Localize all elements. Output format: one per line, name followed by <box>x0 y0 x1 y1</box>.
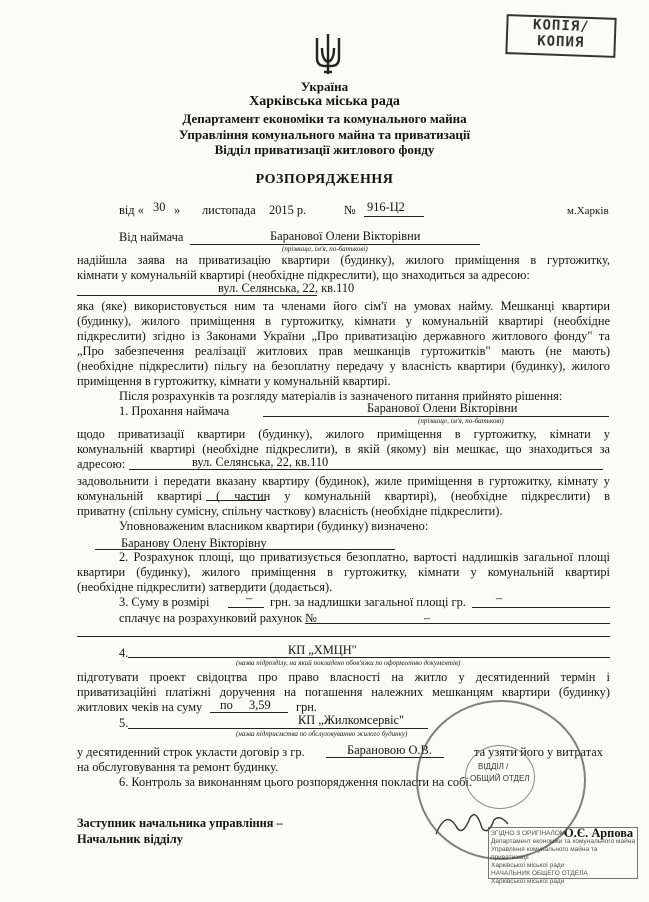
para2-line2: (будинку), жилого приміщення в гуртожитку, кімнати у комунальній квартирі (необхідне <box>77 314 610 328</box>
seal-center2: ОБЩИЙ ОТДЕЛ <box>470 774 530 783</box>
item3-dash2: – <box>496 591 503 605</box>
para2-line4: „Про забезпечення реалізації житлових прав мешканців гуртожитків" мають (не мають) <box>77 344 610 358</box>
header-division: Відділ приватизації житлового фонду <box>214 142 435 157</box>
decision-intro: Після розрахунків та розгляду матеріалів із зазначеного питання прийнято рішення: <box>119 389 563 403</box>
signature-name: О.Є. Арпова <box>564 826 634 840</box>
item5-org: КП „Жилкомсервіс" <box>298 713 405 727</box>
item4-checks-amount: 3,59 <box>249 698 271 712</box>
doc-title: РОЗПОРЯДЖЕННЯ <box>255 172 394 187</box>
doc-number: 916-Ц2 <box>367 200 405 214</box>
item2-line1: 2. Розрахунок площі, що приватизується безоплатно, вартості надлишків загальної площі <box>119 550 610 564</box>
item5-hint: (назва підприємства по обслуговуванню жилого будинку) <box>236 730 408 738</box>
item5-num: 5. <box>119 716 129 730</box>
tenant-hint: (прізвище, ім'я, по-батькові) <box>282 245 368 253</box>
item1-line4: комунальній квартирі ( частин у комунальній квартирі), (необхідне підкреслити) в <box>77 489 610 503</box>
item4-line1: підготувати проект свідоцтва про право власності на житло у десятиденний термін і <box>77 670 610 684</box>
signature-title2: Начальник відділу <box>77 832 183 846</box>
item3-dash3: – <box>424 611 431 625</box>
copy-stamp <box>505 14 616 58</box>
item1-hint: (прізвище, ім'я, по-батькові) <box>418 417 504 425</box>
tenant-name: Баранової Олени Вікторівни <box>270 229 421 243</box>
item1-name: Баранової Олени Вікторівни <box>367 401 518 415</box>
para1-line1: надійшла заява на приватизацію квартири (будинку), жилого приміщення в гуртожитку, <box>77 253 610 267</box>
date-close-quote: » <box>174 203 181 217</box>
item5-line2: на обслуговування та ремонт будинку. <box>77 760 279 774</box>
para2-last: приміщення в гуртожитку, кімнати у комунальній квартирі. <box>77 374 391 388</box>
para2-line3: підкреслити) згідно із Законами України „Про приватизацію державного житлового фонду" та <box>77 329 610 343</box>
item1-line5: приватну (спільну сумісну, спільну часткову) власність (необхідне підкреслити). <box>77 504 503 518</box>
item5-text-b: та узяти його у витратах <box>474 745 603 759</box>
seal-center1: ВІДДІЛ / <box>478 762 509 771</box>
item2-last: (необхідне підкреслити) затвердити (додається). <box>77 580 333 594</box>
city: м.Харків <box>567 205 609 217</box>
item4-line2: приватизаційні платіжні доручення на погашення належних мешканцям квартири (будинку) <box>77 685 610 699</box>
signature-title1: Заступник начальника управління – <box>77 816 283 830</box>
stamp-line3: Управління комунального майна та приватизації <box>491 846 598 861</box>
item1-owner: Баранову Олену Вікторівну <box>121 536 267 550</box>
item3-text-a: 3. Суму в розмірі <box>119 595 210 609</box>
copy-stamp-line1: КОПІЯ/ <box>532 17 590 35</box>
header-country: Україна <box>300 79 349 94</box>
item4-num: 4. <box>119 646 129 660</box>
date-month: листопада <box>202 203 256 217</box>
header-directorate: Управління комунального майна та приватизації <box>178 127 471 142</box>
item1-line2: комунальній квартирі (необхідне підкреслити), в якій (якому) він мешкає, що знаходиться за <box>77 442 610 456</box>
trident-emblem-icon <box>313 32 343 76</box>
stamp-line2: Департамент економіки та комунального майна <box>491 838 635 845</box>
item4-org: КП „ХМЦН" <box>288 643 357 657</box>
item1-line3: задовольнити і передати вказану квартиру (будинок), жиле приміщення в гуртожитку, кімнату у <box>77 474 610 488</box>
item2-line2: квартири (будинку), жилого приміщення в гуртожитку, кімнати у комунальній квартирі <box>77 565 610 579</box>
item1-address: вул. Селянська, 22, кв.110 <box>192 455 329 469</box>
stamp-line4: Харківської міської ради <box>491 862 565 869</box>
header-council: Харківська міська рада <box>249 94 400 109</box>
stamp-line1: ЗГІДНО З ОРИГІНАЛОМ <box>491 830 566 837</box>
item1-prefix: 1. Прохання наймача <box>119 404 230 418</box>
address1: вул. Селянська, 22, кв.110 <box>218 281 355 295</box>
item3-text-c: сплачує на розрахунковий рахунок № <box>119 611 318 625</box>
item4-checks-mid: по <box>220 698 233 712</box>
para1-line2: кімнати у комунальній квартирі (необхідне підкреслити), що знаходиться за адресою: <box>77 268 530 282</box>
copy-stamp-line2: КОПИЯ <box>536 33 585 51</box>
item4-checks-unit: грн. <box>296 700 318 714</box>
item3-dash1: – <box>246 591 253 605</box>
header-department: Департамент економіки та комунального майна <box>182 111 467 126</box>
para2-line1: яка (яке) використовується ним та членами його сім'ї на умовах найму. Мешканці квартири <box>77 299 610 313</box>
date-day: 30 <box>153 200 166 214</box>
item1-line1: щодо приватизації квартири (будинку), жилого приміщення в гуртожитку, кімнати у <box>77 427 610 441</box>
item5-citizen: Барановою О.В. <box>347 743 432 757</box>
tenant-prefix: Від наймача <box>119 230 184 244</box>
item4-checks-prefix: житлових чеків на суму <box>77 700 203 714</box>
item5-text-a: у десятиденний строк укласти договір з гр. <box>77 745 305 759</box>
item1-address-prefix: адресою: <box>77 457 126 471</box>
para2-line5: (необхідне підкреслити) пільгу на безоплатну передачу у власність квартири (будинку), жилого <box>77 359 610 373</box>
item6: 6. Контроль за виконанням цього розпорядження покласти на собі. <box>119 775 472 789</box>
stamp-line5: НАЧАЛЬНИК ОБЩЕГО ОТДЕЛА <box>491 870 588 877</box>
item3-text-b: грн. за надлишки загальної площі гр. <box>270 595 466 609</box>
item1-owner-prefix: Уповноваженим власником квартири (будинку) визначено: <box>119 519 429 533</box>
date-from: від « <box>119 203 144 217</box>
number-sign: № <box>344 203 356 217</box>
item4-hint: (назва підрозділу, на який покладено обов'язки по оформленню документів) <box>236 659 461 667</box>
date-year: 2015 р. <box>269 203 307 217</box>
stamp-line6: Харківської міської ради <box>491 878 565 885</box>
certification-stamp <box>488 827 638 885</box>
